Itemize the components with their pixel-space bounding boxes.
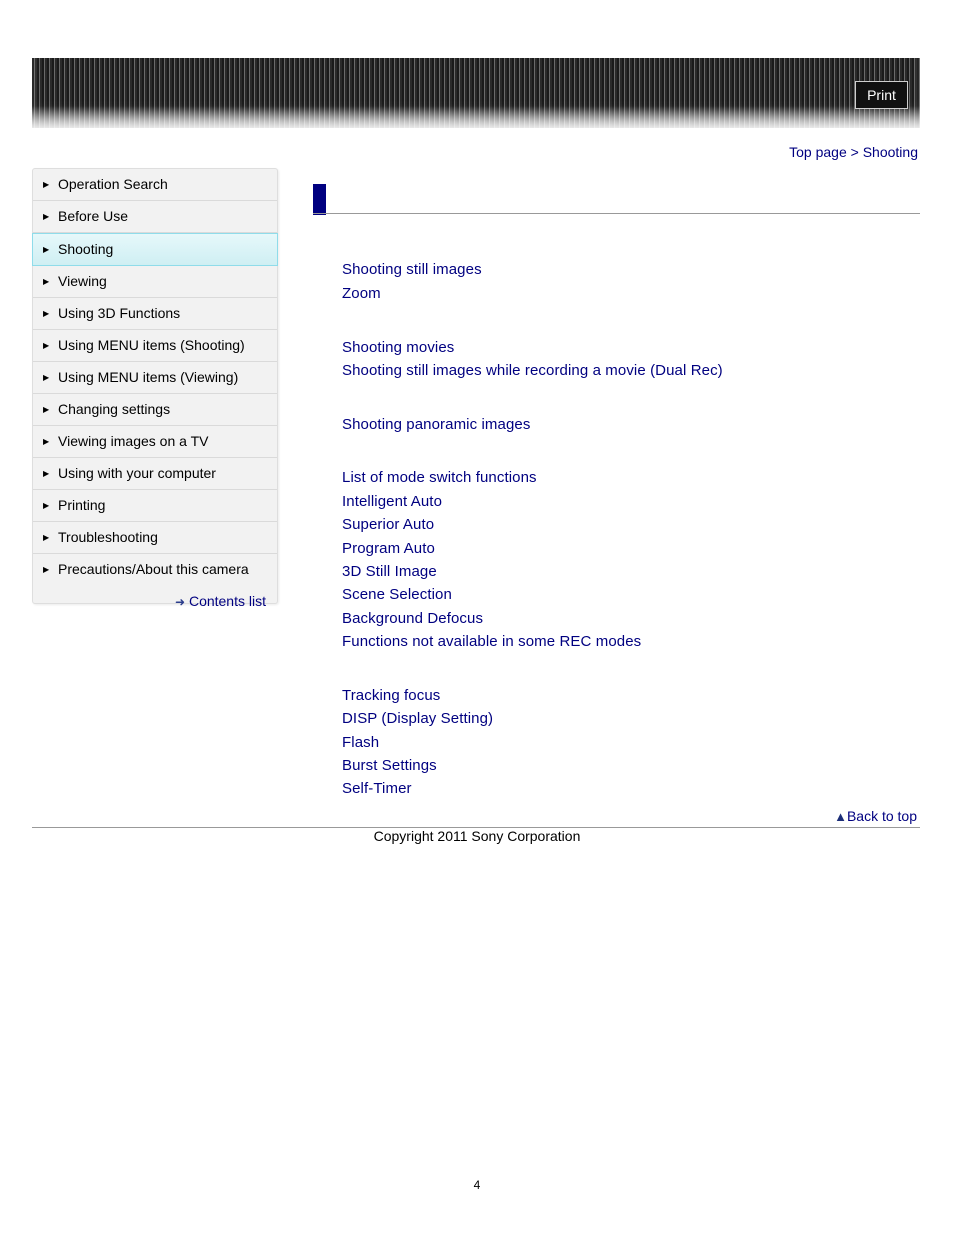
sidebar-item-label: Using 3D Functions <box>58 305 181 321</box>
sidebar-item-label: Precautions/About this camera <box>58 561 249 577</box>
link-mode-switch-functions[interactable]: List of mode switch functions <box>342 469 537 486</box>
sidebar-item-label: Shooting <box>58 241 114 257</box>
arrow-right-icon: ▶ <box>43 437 50 446</box>
sidebar-item-label: Operation Search <box>58 176 168 192</box>
arrow-right-icon: ▶ <box>43 469 50 478</box>
arrow-right-icon: ▶ <box>43 309 50 318</box>
breadcrumb-separator: > <box>850 144 859 160</box>
sidebar-item-precautions[interactable] <box>33 554 277 585</box>
sidebar-item-label: Troubleshooting <box>58 529 158 545</box>
arrow-right-icon: ▶ <box>43 245 50 254</box>
sidebar-item-label: Viewing <box>58 273 107 289</box>
header-banner <box>32 58 920 128</box>
sidebar-item-shooting[interactable] <box>32 233 278 266</box>
arrow-right-icon: ▶ <box>43 533 50 542</box>
sidebar-item-viewing[interactable] <box>33 266 277 298</box>
back-to-top-label: Back to top <box>846 808 917 824</box>
sidebar-item-troubleshooting[interactable] <box>33 522 277 554</box>
sidebar-item-label: Using MENU items (Shooting) <box>58 337 245 353</box>
sidebar-nav <box>32 168 278 604</box>
arrow-right-icon: ➜ <box>175 595 186 609</box>
sidebar-item-label: Using MENU items (Viewing) <box>58 369 239 385</box>
arrow-right-icon: ▶ <box>43 277 50 286</box>
sidebar-item-operation-search[interactable] <box>33 169 277 201</box>
sidebar-item-label: Printing <box>58 497 106 513</box>
breadcrumb-current-link[interactable]: Shooting <box>862 144 918 160</box>
sidebar-item-label: Changing settings <box>58 401 171 417</box>
sidebar-item-viewing-on-tv[interactable] <box>33 426 277 458</box>
arrow-right-icon: ▶ <box>43 212 50 221</box>
print-button[interactable]: Print <box>855 81 908 109</box>
arrow-right-icon: ▶ <box>43 373 50 382</box>
sidebar-item-changing-settings[interactable] <box>33 394 277 426</box>
link-flash[interactable]: Flash <box>342 734 380 751</box>
page-number: 4 <box>473 1178 481 1192</box>
link-dual-rec[interactable]: Shooting still images while recording a movie (Dual Rec) <box>342 362 723 379</box>
link-program-auto[interactable]: Program Auto <box>342 540 435 557</box>
sidebar-item-label: Before Use <box>58 208 129 224</box>
title-divider <box>313 213 920 214</box>
link-scene-selection[interactable]: Scene Selection <box>342 586 452 603</box>
back-to-top-link[interactable] <box>834 808 917 824</box>
sidebar-item-before-use[interactable] <box>33 201 277 233</box>
copyright-text: Copyright 2011 Sony Corporation <box>373 828 581 844</box>
contents-list-label: Contents list <box>188 593 266 609</box>
sidebar-item-computer[interactable] <box>33 458 277 490</box>
link-panoramic[interactable]: Shooting panoramic images <box>342 416 531 433</box>
title-marker <box>313 184 326 215</box>
arrow-right-icon: ▶ <box>43 565 50 574</box>
link-background-defocus[interactable]: Background Defocus <box>342 610 484 627</box>
triangle-up-icon: ▲ <box>834 809 847 824</box>
sidebar-item-menu-viewing[interactable] <box>33 362 277 394</box>
link-burst-settings[interactable]: Burst Settings <box>342 757 437 774</box>
arrow-right-icon: ▶ <box>43 341 50 350</box>
sidebar-item-label: Using with your computer <box>58 465 216 481</box>
link-shooting-movies[interactable]: Shooting movies <box>342 339 455 356</box>
link-3d-still-image[interactable]: 3D Still Image <box>342 563 437 580</box>
breadcrumb <box>789 144 918 160</box>
link-functions-not-available[interactable]: Functions not available in some REC modes <box>342 633 642 650</box>
arrow-right-icon: ▶ <box>43 501 50 510</box>
sidebar-item-printing[interactable] <box>33 490 277 522</box>
arrow-right-icon: ▶ <box>43 180 50 189</box>
breadcrumb-top-page-link[interactable]: Top page <box>789 144 847 160</box>
link-intelligent-auto[interactable]: Intelligent Auto <box>342 493 443 510</box>
link-disp-setting[interactable]: DISP (Display Setting) <box>342 710 494 727</box>
header-fade <box>32 106 920 128</box>
arrow-right-icon: ▶ <box>43 405 50 414</box>
link-tracking-focus[interactable]: Tracking focus <box>342 687 441 704</box>
link-shooting-still-images[interactable]: Shooting still images <box>342 261 482 278</box>
sidebar-item-menu-shooting[interactable] <box>33 330 277 362</box>
sidebar-item-3d-functions[interactable] <box>33 298 277 330</box>
sidebar-item-label: Viewing images on a TV <box>58 433 209 449</box>
link-superior-auto[interactable]: Superior Auto <box>342 516 435 533</box>
link-self-timer[interactable]: Self-Timer <box>342 780 412 797</box>
contents-list-link[interactable] <box>175 593 266 609</box>
link-zoom[interactable]: Zoom <box>342 285 381 302</box>
